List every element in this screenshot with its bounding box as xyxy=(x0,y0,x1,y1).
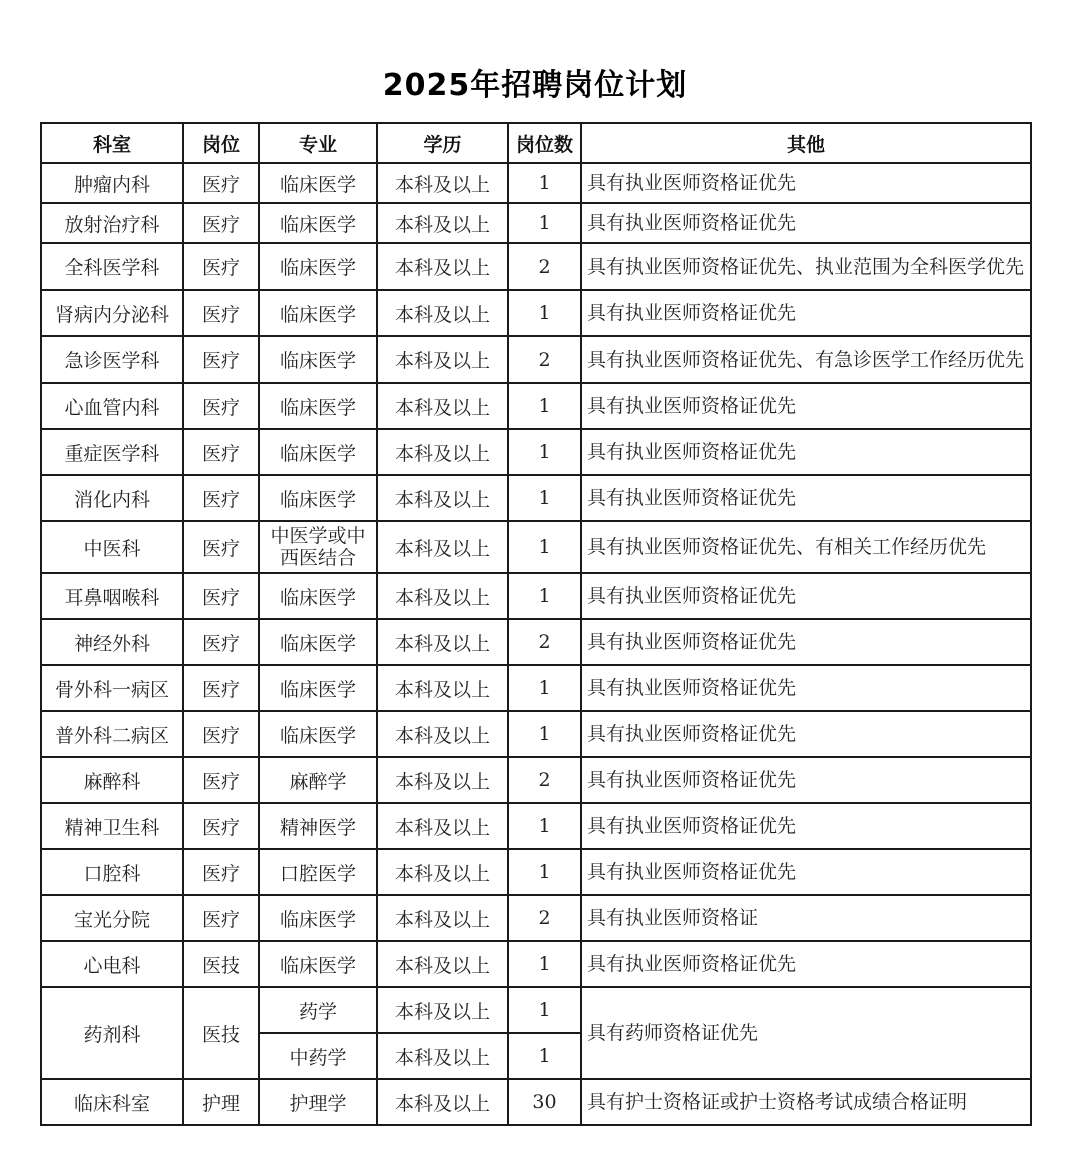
cell-dept: 宝光分院 xyxy=(41,895,183,941)
cell-other: 具有执业医师资格证优先 xyxy=(581,619,1031,665)
cell-education: 本科及以上 xyxy=(377,521,508,573)
cell-major: 临床医学 xyxy=(259,163,377,203)
cell-other: 具有护士资格证或护士资格考试成绩合格证明 xyxy=(581,1079,1031,1125)
cell-other: 具有执业医师资格证优先 xyxy=(581,665,1031,711)
cell-count: 1 xyxy=(508,849,581,895)
cell-dept: 耳鼻咽喉科 xyxy=(41,573,183,619)
header-other: 其他 xyxy=(581,123,1031,163)
cell-dept: 中医科 xyxy=(41,521,183,573)
page-title: 2025年招聘岗位计划 xyxy=(382,68,688,103)
cell-other: 具有执业医师资格证优先 xyxy=(581,849,1031,895)
cell-count: 1 xyxy=(508,290,581,336)
cell-education: 本科及以上 xyxy=(377,941,508,987)
cell-post: 医技 xyxy=(183,941,259,987)
cell-count: 1 xyxy=(508,941,581,987)
table-row xyxy=(41,290,1031,336)
cell-other: 具有执业医师资格证优先 xyxy=(581,757,1031,803)
cell-major: 麻醉学 xyxy=(259,757,377,803)
cell-major: 临床医学 xyxy=(259,243,377,290)
cell-count: 1 xyxy=(508,521,581,573)
cell-post: 医疗 xyxy=(183,336,259,383)
cell-other: 具有执业医师资格证优先 xyxy=(581,203,1031,243)
header-dept: 科室 xyxy=(41,123,183,163)
cell-education: 本科及以上 xyxy=(377,895,508,941)
cell-major: 临床医学 xyxy=(259,619,377,665)
table-row xyxy=(41,757,1031,803)
table-row xyxy=(41,429,1031,475)
table-row xyxy=(41,475,1031,521)
cell-post: 医疗 xyxy=(183,619,259,665)
cell-education: 本科及以上 xyxy=(377,475,508,521)
cell-education: 本科及以上 xyxy=(377,429,508,475)
cell-education: 本科及以上 xyxy=(377,243,508,290)
cell-post: 医疗 xyxy=(183,665,259,711)
cell-major: 临床医学 xyxy=(259,895,377,941)
cell-major: 临床医学 xyxy=(259,665,377,711)
cell-education: 本科及以上 xyxy=(377,803,508,849)
cell-education: 本科及以上 xyxy=(377,203,508,243)
cell-major: 口腔医学 xyxy=(259,849,377,895)
cell-dept: 精神卫生科 xyxy=(41,803,183,849)
cell-education: 本科及以上 xyxy=(377,987,508,1033)
cell-other: 具有执业医师资格证优先 xyxy=(581,711,1031,757)
header-education: 学历 xyxy=(377,123,508,163)
cell-other: 具有执业医师资格证 xyxy=(581,895,1031,941)
cell-other: 具有执业医师资格证优先、有急诊医学工作经历优先 xyxy=(581,336,1031,383)
cell-post: 医疗 xyxy=(183,203,259,243)
cell-count: 1 xyxy=(508,383,581,429)
cell-count: 1 xyxy=(508,803,581,849)
cell-post: 医疗 xyxy=(183,757,259,803)
cell-post: 医技 xyxy=(183,987,259,1079)
cell-dept: 急诊医学科 xyxy=(41,336,183,383)
cell-dept: 麻醉科 xyxy=(41,757,183,803)
cell-count: 1 xyxy=(508,573,581,619)
table-row xyxy=(41,803,1031,849)
cell-count: 1 xyxy=(508,987,581,1033)
cell-count: 2 xyxy=(508,243,581,290)
cell-post: 医疗 xyxy=(183,429,259,475)
cell-count: 2 xyxy=(508,619,581,665)
cell-education: 本科及以上 xyxy=(377,163,508,203)
cell-count: 2 xyxy=(508,895,581,941)
cell-count: 1 xyxy=(508,429,581,475)
cell-education: 本科及以上 xyxy=(377,711,508,757)
cell-major: 临床医学 xyxy=(259,383,377,429)
cell-count: 2 xyxy=(508,336,581,383)
table-row xyxy=(41,573,1031,619)
table-header-row xyxy=(41,123,1031,163)
cell-dept: 肿瘤内科 xyxy=(41,163,183,203)
cell-post: 医疗 xyxy=(183,163,259,203)
table-row xyxy=(41,987,1031,1033)
cell-count: 1 xyxy=(508,163,581,203)
cell-other: 具有执业医师资格证优先 xyxy=(581,290,1031,336)
cell-other: 具有执业医师资格证优先、执业范围为全科医学优先 xyxy=(581,243,1031,290)
table-row xyxy=(41,665,1031,711)
table-row xyxy=(41,711,1031,757)
cell-major: 药学 xyxy=(259,987,377,1033)
cell-other: 具有药师资格证优先 xyxy=(581,987,1031,1079)
cell-major: 临床医学 xyxy=(259,203,377,243)
cell-major: 中医学或中西医结合 xyxy=(259,521,377,573)
cell-major: 临床医学 xyxy=(259,336,377,383)
cell-post: 医疗 xyxy=(183,243,259,290)
table-row xyxy=(41,203,1031,243)
cell-post: 医疗 xyxy=(183,290,259,336)
cell-dept: 肾病内分泌科 xyxy=(41,290,183,336)
cell-post: 医疗 xyxy=(183,803,259,849)
cell-count: 1 xyxy=(508,711,581,757)
cell-other: 具有执业医师资格证优先 xyxy=(581,475,1031,521)
cell-education: 本科及以上 xyxy=(377,573,508,619)
cell-other: 具有执业医师资格证优先 xyxy=(581,941,1031,987)
cell-education: 本科及以上 xyxy=(377,383,508,429)
cell-dept: 口腔科 xyxy=(41,849,183,895)
table-row xyxy=(41,163,1031,203)
cell-education: 本科及以上 xyxy=(377,336,508,383)
cell-other: 具有执业医师资格证优先 xyxy=(581,429,1031,475)
cell-post: 医疗 xyxy=(183,383,259,429)
cell-dept: 药剂科 xyxy=(41,987,183,1079)
cell-post: 护理 xyxy=(183,1079,259,1125)
cell-major: 临床医学 xyxy=(259,290,377,336)
cell-major: 中药学 xyxy=(259,1033,377,1079)
cell-post: 医疗 xyxy=(183,521,259,573)
cell-major: 临床医学 xyxy=(259,711,377,757)
cell-post: 医疗 xyxy=(183,475,259,521)
cell-post: 医疗 xyxy=(183,573,259,619)
cell-other: 具有执业医师资格证优先 xyxy=(581,383,1031,429)
cell-major: 临床医学 xyxy=(259,941,377,987)
cell-dept: 骨外科一病区 xyxy=(41,665,183,711)
cell-dept: 全科医学科 xyxy=(41,243,183,290)
cell-education: 本科及以上 xyxy=(377,1079,508,1125)
table-row xyxy=(41,383,1031,429)
header-count: 岗位数 xyxy=(508,123,581,163)
cell-post: 医疗 xyxy=(183,895,259,941)
cell-dept: 消化内科 xyxy=(41,475,183,521)
cell-major: 临床医学 xyxy=(259,573,377,619)
cell-count: 1 xyxy=(508,475,581,521)
cell-count: 30 xyxy=(508,1079,581,1125)
table-row xyxy=(41,336,1031,383)
table-row xyxy=(41,941,1031,987)
cell-dept: 心电科 xyxy=(41,941,183,987)
cell-other: 具有执业医师资格证优先 xyxy=(581,803,1031,849)
cell-other: 具有执业医师资格证优先 xyxy=(581,573,1031,619)
header-major: 专业 xyxy=(259,123,377,163)
cell-education: 本科及以上 xyxy=(377,619,508,665)
cell-dept: 重症医学科 xyxy=(41,429,183,475)
recruitment-table xyxy=(40,122,1032,1126)
cell-post: 医疗 xyxy=(183,849,259,895)
cell-dept: 普外科二病区 xyxy=(41,711,183,757)
cell-dept: 心血管内科 xyxy=(41,383,183,429)
cell-dept: 临床科室 xyxy=(41,1079,183,1125)
header-post: 岗位 xyxy=(183,123,259,163)
cell-major: 临床医学 xyxy=(259,475,377,521)
cell-education: 本科及以上 xyxy=(377,665,508,711)
cell-post: 医疗 xyxy=(183,711,259,757)
cell-count: 1 xyxy=(508,665,581,711)
table-row xyxy=(41,619,1031,665)
cell-major: 护理学 xyxy=(259,1079,377,1125)
cell-count: 1 xyxy=(508,203,581,243)
table-row xyxy=(41,1079,1031,1125)
cell-education: 本科及以上 xyxy=(377,1033,508,1079)
cell-count: 1 xyxy=(508,1033,581,1079)
cell-education: 本科及以上 xyxy=(377,849,508,895)
table-row xyxy=(41,521,1031,573)
cell-other: 具有执业医师资格证优先 xyxy=(581,163,1031,203)
cell-major: 精神医学 xyxy=(259,803,377,849)
cell-other: 具有执业医师资格证优先、有相关工作经历优先 xyxy=(581,521,1031,573)
cell-count: 2 xyxy=(508,757,581,803)
cell-major: 临床医学 xyxy=(259,429,377,475)
table-row xyxy=(41,849,1031,895)
table-row xyxy=(41,243,1031,290)
table-row xyxy=(41,895,1031,941)
cell-education: 本科及以上 xyxy=(377,757,508,803)
cell-dept: 神经外科 xyxy=(41,619,183,665)
cell-dept: 放射治疗科 xyxy=(41,203,183,243)
cell-education: 本科及以上 xyxy=(377,290,508,336)
